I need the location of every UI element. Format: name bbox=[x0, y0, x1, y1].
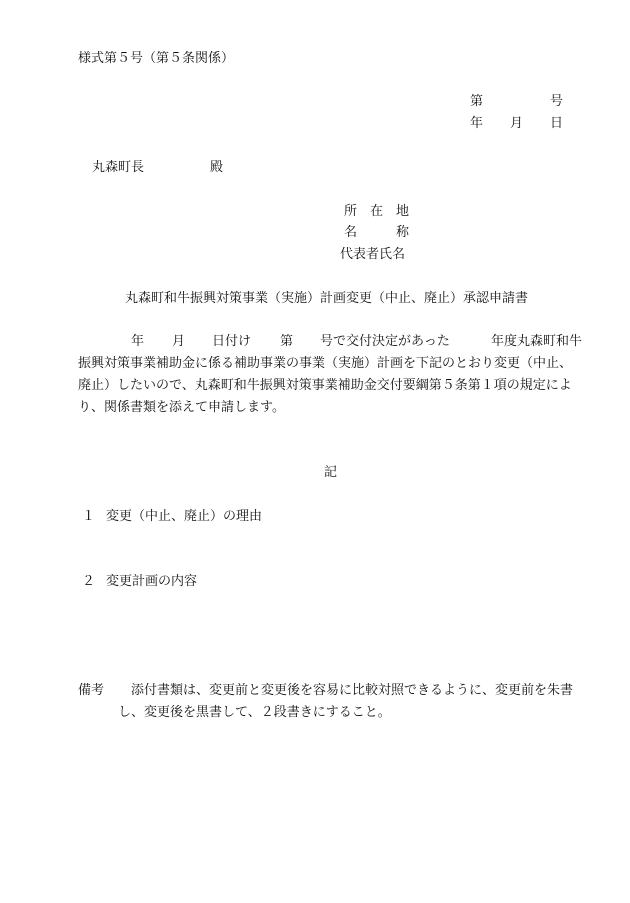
remarks-label: 備考 bbox=[78, 683, 105, 698]
applicant-address-char-1: 所 bbox=[344, 204, 358, 219]
body-text2: 年度丸森町和牛 bbox=[491, 334, 583, 349]
ki-heading: 記 bbox=[324, 465, 338, 480]
applicant-name-char-2: 称 bbox=[396, 225, 410, 240]
remarks-line-2: し、変更後を黒書して、２段書きにすること。 bbox=[118, 705, 391, 720]
doc-number-label: 第 bbox=[470, 94, 484, 109]
item-1-number: １ bbox=[82, 509, 96, 524]
remarks-line-1: 添付書類は、変更前と変更後を容易に比較対照できるように、変更前を朱書 bbox=[131, 683, 574, 698]
body-no: 第 bbox=[280, 334, 294, 349]
item-1-label: 変更（中止、廃止）の理由 bbox=[106, 509, 263, 524]
addressee-name: 丸森町長 bbox=[92, 160, 145, 175]
item-2-number: ２ bbox=[82, 574, 96, 589]
applicant-representative: 代表者氏名 bbox=[340, 247, 406, 262]
applicant-address-char-2: 在 bbox=[370, 204, 384, 219]
date-day: 日 bbox=[550, 116, 564, 131]
date-year: 年 bbox=[470, 116, 484, 131]
form-id: 様式第５号（第５条関係） bbox=[78, 51, 235, 66]
doc-number-suffix: 号 bbox=[550, 94, 564, 109]
document-title: 丸森町和牛振興対策事業（実施）計画変更（中止、廃止）承認申請書 bbox=[125, 291, 529, 306]
body-month: 月 bbox=[172, 334, 186, 349]
body-dated: 日付け bbox=[212, 334, 252, 349]
applicant-name-char-1: 名 bbox=[344, 225, 358, 240]
body-year: 年 bbox=[131, 334, 145, 349]
addressee-honorific: 殿 bbox=[210, 160, 224, 175]
date-month: 月 bbox=[510, 116, 524, 131]
body-text1: 号で交付決定があった bbox=[320, 334, 450, 349]
body-line-2: 振興対策事業補助金に係る補助事業の事業（実施）計画を下記のとおり変更（中止、 bbox=[78, 356, 573, 371]
applicant-address-char-3: 地 bbox=[396, 204, 410, 219]
item-2-label: 変更計画の内容 bbox=[106, 574, 198, 589]
body-line-3: 廃止）したいので、丸森町和牛振興対策事業補助金交付要綱第５条第１項の規定によ bbox=[78, 378, 572, 393]
body-line-4: り、関係書類を添えて申請します。 bbox=[78, 400, 285, 415]
